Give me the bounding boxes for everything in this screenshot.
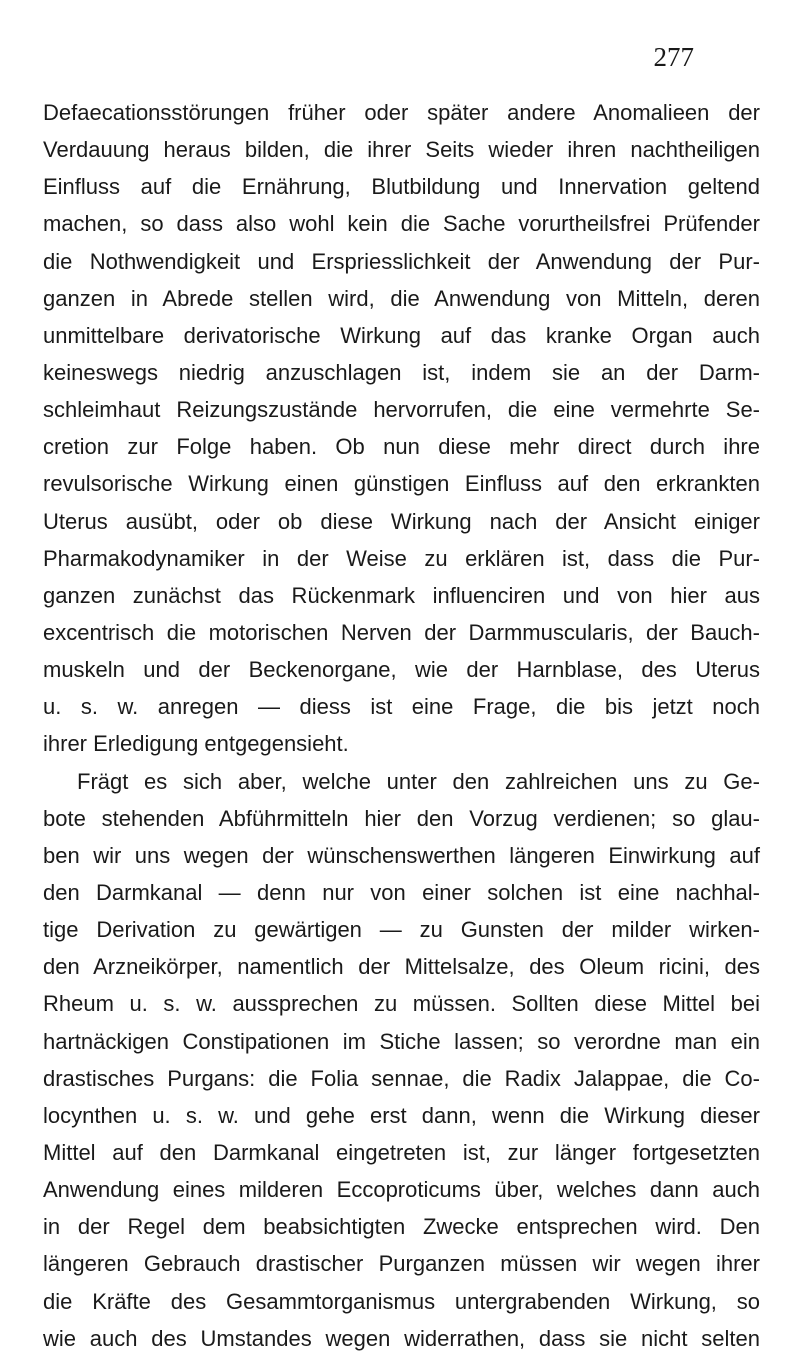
text-line: excentrisch die motorischen Nerven der Darmmuscularis, der Bauch- [43,619,760,645]
text-line: in der Regel dem beabsichtigten Zwecke entsprechen wird. Den [43,1214,760,1240]
body-text [43,94,760,1357]
text-line: muskeln und der Beckenorgane, wie der Harnblase, des Uterus [43,657,760,683]
text-line: Einfluss auf die Ernährung, Blutbildung und Innervation geltend [43,174,760,200]
text-line: längeren Gebrauch drastischer Purganzen müssen wir wegen ihrer [43,1251,760,1277]
text-line: cretion zur Folge haben. Ob nun diese mehr direct durch ihre [43,434,760,460]
text-line: Mittel auf den Darmkanal eingetreten ist, zur länger fortgesetzten [43,1139,760,1165]
text-line: machen, so dass also wohl kein die Sache vorurtheilsfrei Prüfender [43,211,760,237]
page-number: 277 [653,42,694,72]
text-line: Uterus ausübt, oder ob diese Wirkung nach der Ansicht einiger [43,508,760,534]
text-line: u. s. w. anregen — diess ist eine Frage, die bis jetzt noch [43,694,760,720]
text-line: keineswegs niedrig anzuschlagen ist, indem sie an der Darm- [43,359,760,385]
text-line: Defaecationsstörungen früher oder später andere Anomalieen der [43,100,760,125]
text-line: bote stehenden Abführmitteln hier den Vorzug verdienen; so glau- [43,805,760,831]
text-line: unmittelbare derivatorische Wirkung auf das kranke Organ auch [43,322,760,348]
text-line: ganzen zunächst das Rückenmark influenciren und von hier aus [43,582,760,608]
text-line: ganzen in Abrede stellen wird, die Anwendung von Mitteln, deren [43,285,760,311]
text-line: die Nothwendigkeit und Erspriesslichkeit der Anwendung der Pur- [43,248,760,274]
text-line: locynthen u. s. w. und gehe erst dann, wenn die Wirkung dieser [43,1102,760,1128]
text-line: den Darmkanal — denn nur von einer solchen ist eine nachhal- [43,879,760,905]
text-line: wie auch des Umstandes wegen widerrathen, dass sie nicht selten [43,1325,760,1351]
text-line: Verdauung heraus bilden, die ihrer Seits wieder ihren nachtheiligen [43,137,760,163]
text-line: revulsorische Wirkung einen günstigen Einfluss auf den erkrankten [43,471,760,497]
text-line: ben wir uns wegen der wünschenswerthen längeren Einwirkung auf [43,842,760,868]
text-line-paragraph-start: Frägt es sich aber, welche unter den zahlreichen uns zu Ge- [77,768,760,794]
text-line-paragraph-end: ihrer Erledigung entgegensieht. [43,731,349,757]
text-line: die Kräfte des Gesammtorganismus untergrabenden Wirkung, so [43,1288,760,1314]
text-line: schleimhaut Reizungszustände hervorrufen, die eine vermehrte Se- [43,397,760,423]
text-line: den Arzneikörper, namentlich der Mittelsalze, des Oleum ricini, des [43,954,760,980]
text-line: hartnäckigen Constipationen im Stiche lassen; so verordne man ein [43,1028,760,1054]
text-line: Pharmakodynamiker in der Weise zu erklären ist, dass die Pur- [43,545,760,571]
text-line: Rheum u. s. w. aussprechen zu müssen. Sollten diese Mittel bei [43,991,760,1017]
text-line: Anwendung eines milderen Eccoproticums über, welches dann auch [43,1177,760,1203]
text-line: drastisches Purgans: die Folia sennae, die Radix Jalappae, die Co- [43,1065,760,1091]
text-line: tige Derivation zu gewärtigen — zu Gunsten der milder wirken- [43,917,760,943]
